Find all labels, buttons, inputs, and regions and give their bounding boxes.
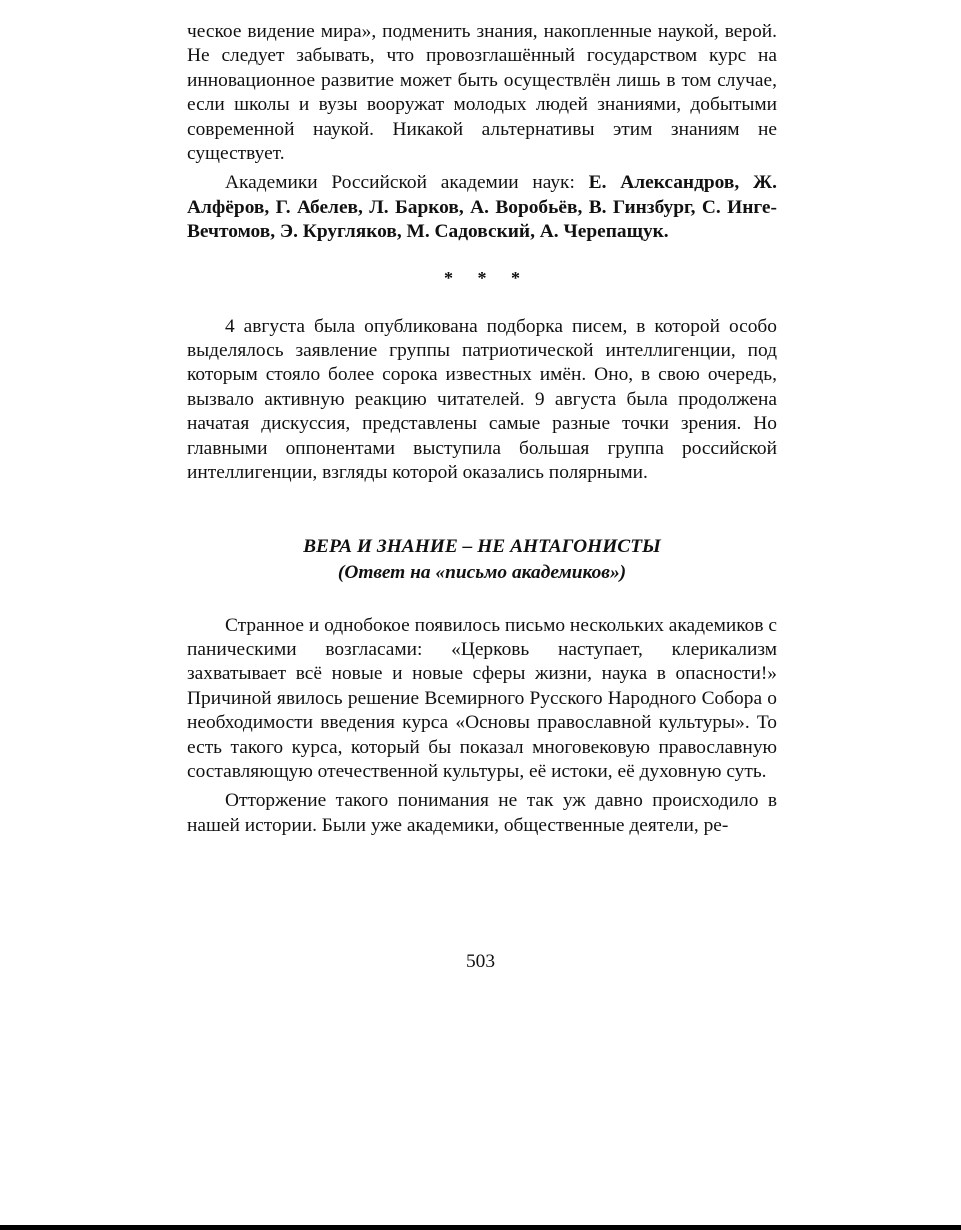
signature-intro: Академики Российской академии наук:	[225, 172, 575, 194]
book-page	[187, 20, 777, 838]
paragraph-context: 4 августа была опубликована подборка писем, в которой особо выделялось заявление группы патриотической интеллигенции, под которым стояло более сорока известных имён. Оно, в свою очередь, вызвало активную реакцию читателей. 9 августа была продолжена начатая дискуссия, представлены самые разные точки зрения. Но главными оппонентами выступила большая группа российской интеллигенции, взгляды которой оказались полярными.	[187, 315, 777, 484]
signers-list: Е. Александров, Ж. Алфёров, Г. Абелев, Л. Барков, А. Воробьёв, В. Гинзбург, С. Инге-Вечтомов, Э. Кругляков, М. Садовский, А. Черепащук.	[187, 172, 777, 243]
paragraph-article-1: Странное и однобокое появилось письмо нескольких академиков с паническими возгласами: «Церковь наступает, клерикализм захватывает всё новые и новые сферы жизни, наука в опасности!» Причиной явилось решение Всемирного Русского Народного Собора о необходимости введения курса «Основы православной культуры». То есть такого курса, который бы показал многовековую православную составляющую отечественной культуры, её истоки, её духовную суть.	[187, 614, 777, 782]
scan-bottom-edge	[0, 1225, 961, 1230]
signature-paragraph	[187, 171, 777, 244]
page-number: 503	[465, 951, 496, 972]
section-separator: * * *	[444, 267, 530, 288]
paragraph-continuation: ческое видение мира», подменить знания, накопленные наукой, верой. Не следует забывать, что провозглашённый государством курс на инновационное развитие может быть осуществлён лишь в том случае, если школы и вузы вооружат молодых людей знаниями, добытыми современной наукой. Никакой альтернативы этим знаниям не существует.	[187, 21, 777, 165]
article-heading	[187, 534, 777, 586]
article-title: ВЕРА И ЗНАНИЕ – НЕ АНТАГОНИСТЫ	[303, 535, 661, 557]
paragraph-article-2: Отторжение такого понимания не так уж давно происходило в нашей истории. Были уже академики, общественные деятели, ре-	[187, 790, 777, 836]
article-subtitle: (Ответ на «письмо академиков»)	[337, 561, 627, 583]
